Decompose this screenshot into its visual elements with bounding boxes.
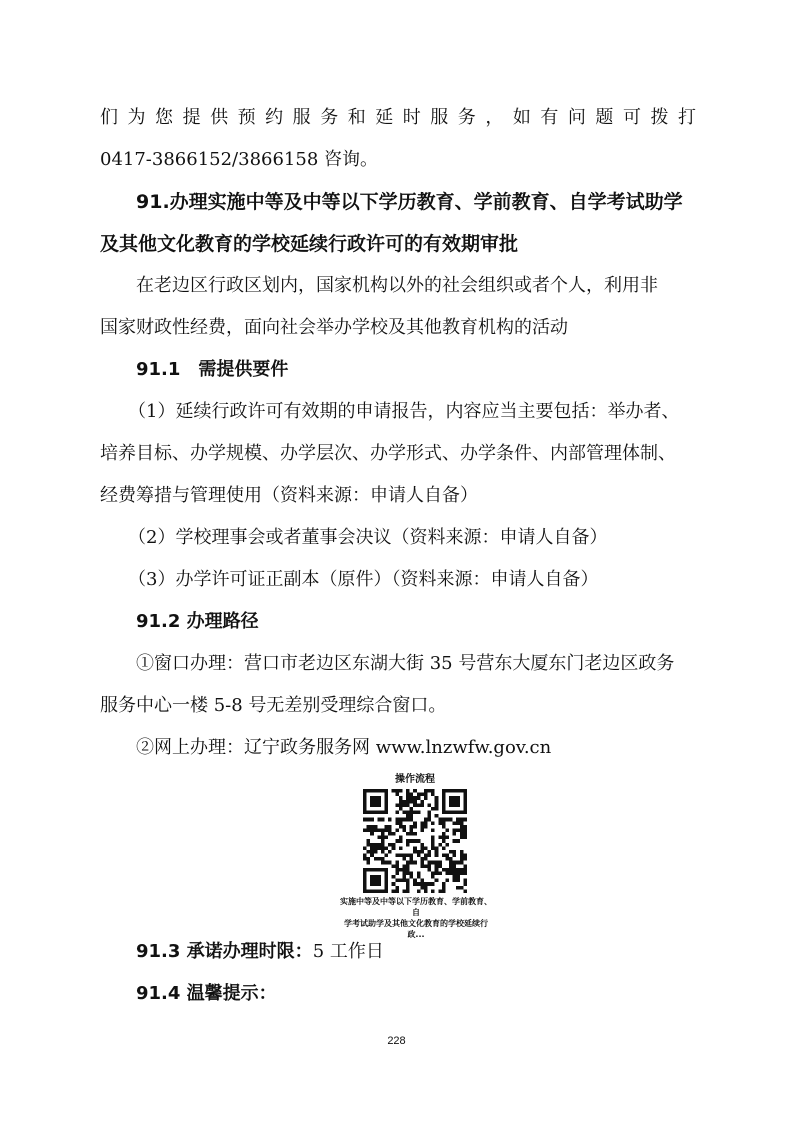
qr-code-icon: [363, 789, 467, 893]
subsection-heading: 91.1 需提供要件: [136, 359, 289, 380]
text-line: ②网上办理：辽宁政务服务网 www.lnzwfw.gov.cn: [136, 737, 552, 758]
page-number: 228: [387, 1035, 406, 1047]
text-line: 服务中心一楼 5-8 号无差别受理综合窗口。: [100, 695, 447, 716]
text-line: 0417-3866152/3866158 咨询。: [100, 149, 379, 170]
qr-caption: [338, 896, 494, 940]
text-line: 国家财政性经费，面向社会举办学校及其他教育机构的活动: [100, 317, 568, 338]
requirement-item: （3）办学许可证正副本（原件）（资料来源：申请人自备）: [128, 569, 599, 590]
text-line: 们为您提供预约服务和延时服务，如有问题可拨打: [100, 107, 696, 128]
section-heading: 91.办理实施中等及中等以下学历教育、学前教育、自学考试助学: [136, 191, 683, 213]
requirement-item: （1）延续行政许可有效期的申请报告，内容应当主要包括：举办者、: [128, 401, 680, 422]
qr-caption-line: 学考试助学及其他文化教育的学校延续行政...: [344, 919, 488, 939]
subsection-heading: [136, 940, 384, 964]
deadline-label: 91.3 承诺办理时限：: [136, 941, 313, 962]
subsection-heading: 91.2 办理路径: [136, 611, 259, 632]
deadline-value: 5 工作日: [312, 941, 384, 962]
text-line: 在老边区行政区划内，国家机构以外的社会组织或者个人，利用非: [136, 275, 658, 296]
qr-caption-line: 实施中等及中等以下学历教育、学前教育、自: [340, 897, 492, 917]
text-line: ①窗口办理：营口市老边区东湖大街 35 号营东大厦东门老边区政务: [136, 653, 675, 674]
requirement-item-cont: 培养目标、办学规模、办学层次、办学形式、办学条件、内部管理体制、: [100, 443, 676, 464]
requirement-item: （2）学校理事会或者董事会决议（资料来源：申请人自备）: [128, 527, 608, 548]
subsection-heading: 91.4 温馨提示：: [136, 983, 277, 1004]
section-heading-cont: 及其他文化教育的学校延续行政许可的有效期审批: [100, 233, 519, 255]
qr-title: 操作流程: [395, 774, 435, 785]
requirement-item-cont: 经费筹措与管理使用（资料来源：申请人自备）: [100, 485, 478, 506]
